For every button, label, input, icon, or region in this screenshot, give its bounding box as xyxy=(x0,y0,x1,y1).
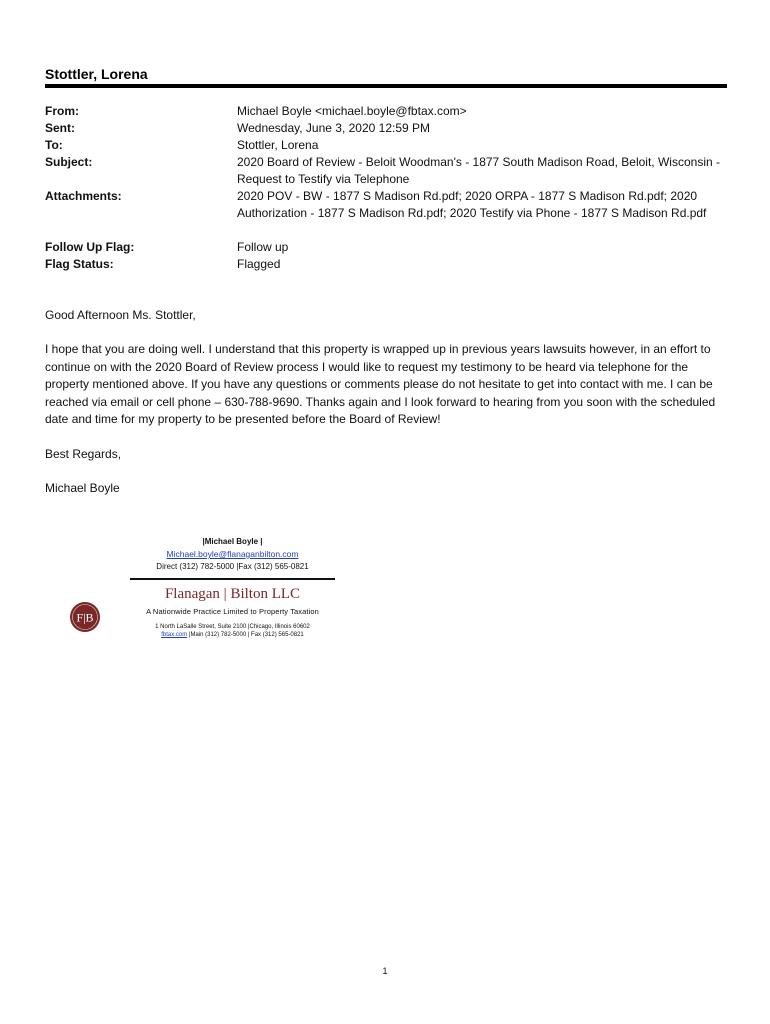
header-value: Wednesday, June 3, 2020 12:59 PM xyxy=(237,121,431,135)
header-label: Attachments: xyxy=(45,189,122,203)
firm-logo-icon xyxy=(68,600,102,634)
header-label: Follow Up Flag: xyxy=(45,240,135,254)
header-label: From: xyxy=(45,104,79,118)
header-label: Subject: xyxy=(45,155,93,169)
header-label: Sent: xyxy=(45,121,75,135)
header-value: Stottler, Lorena xyxy=(237,138,319,152)
attachments-list[interactable]: 2020 POV - BW - 1877 S Madison Rd.pdf; 2020 ORPA - 1877 S Madison Rd.pdf; 2020 Authorization - 1877 S Madison Rd.pdf; 2020 Testify via Phone - 1877 S Madison Rd.pdf xyxy=(237,189,707,220)
signature-website-link[interactable]: fbtax.com xyxy=(161,632,188,638)
email-greeting: Good Afternoon Ms. Stottler, xyxy=(45,308,196,322)
header-label: To: xyxy=(45,138,63,152)
page-number: 1 xyxy=(382,966,388,976)
signature-name: |Michael Boyle | xyxy=(202,537,263,546)
header-value: Flagged xyxy=(237,257,281,271)
email-sender-name: Michael Boyle xyxy=(45,481,120,495)
signature-email-link[interactable]: Michael.boyle@flanaganbilton.com xyxy=(166,549,299,559)
signature-divider xyxy=(130,578,335,580)
signature-tagline: A Nationwide Practice Limited to Property Taxation xyxy=(146,607,319,616)
signature-phone: Direct (312) 782-5000 |Fax (312) 565-0821 xyxy=(156,562,309,571)
header-value: Michael Boyle <michael.boyle@fbtax.com> xyxy=(237,104,467,118)
logo-text: F|B xyxy=(76,610,94,625)
header-value: 2020 Board of Review - Beloit Woodman's - 1877 South Madison Road, Beloit, Wisconsin - Request to Testify via Telephone xyxy=(237,155,720,186)
email-closing: Best Regards, xyxy=(45,447,122,461)
signature-contact-numbers: |Main (312) 782-5000 | Fax (312) 565-0821 xyxy=(187,632,304,638)
email-title: Stottler, Lorena xyxy=(45,66,148,82)
signature-contact-line xyxy=(130,632,335,638)
email-body-paragraph: I hope that you are doing well. I understand that this property is wrapped up in previous years lawsuits however, in an effort to continue on with the 2020 Board of Review process I would like to request my testimony to be heard via telephone for the property mentioned above. If you have any questions or comments please do not hesitate to get into contact with me. I can be reached via email or cell phone – 630-788-9690. Thanks again and I look forward to hearing from you soon with the scheduled date and time for my property to be presented before the Board of Review! xyxy=(45,342,716,426)
header-label: Flag Status: xyxy=(45,257,114,271)
signature-firm-name: Flanagan | Bilton LLC xyxy=(164,586,301,602)
header-value: Follow up xyxy=(237,240,289,254)
title-divider xyxy=(45,84,727,88)
signature-address: 1 North LaSalle Street, Suite 2100 |Chicago, Illinois 60602 xyxy=(155,624,310,630)
